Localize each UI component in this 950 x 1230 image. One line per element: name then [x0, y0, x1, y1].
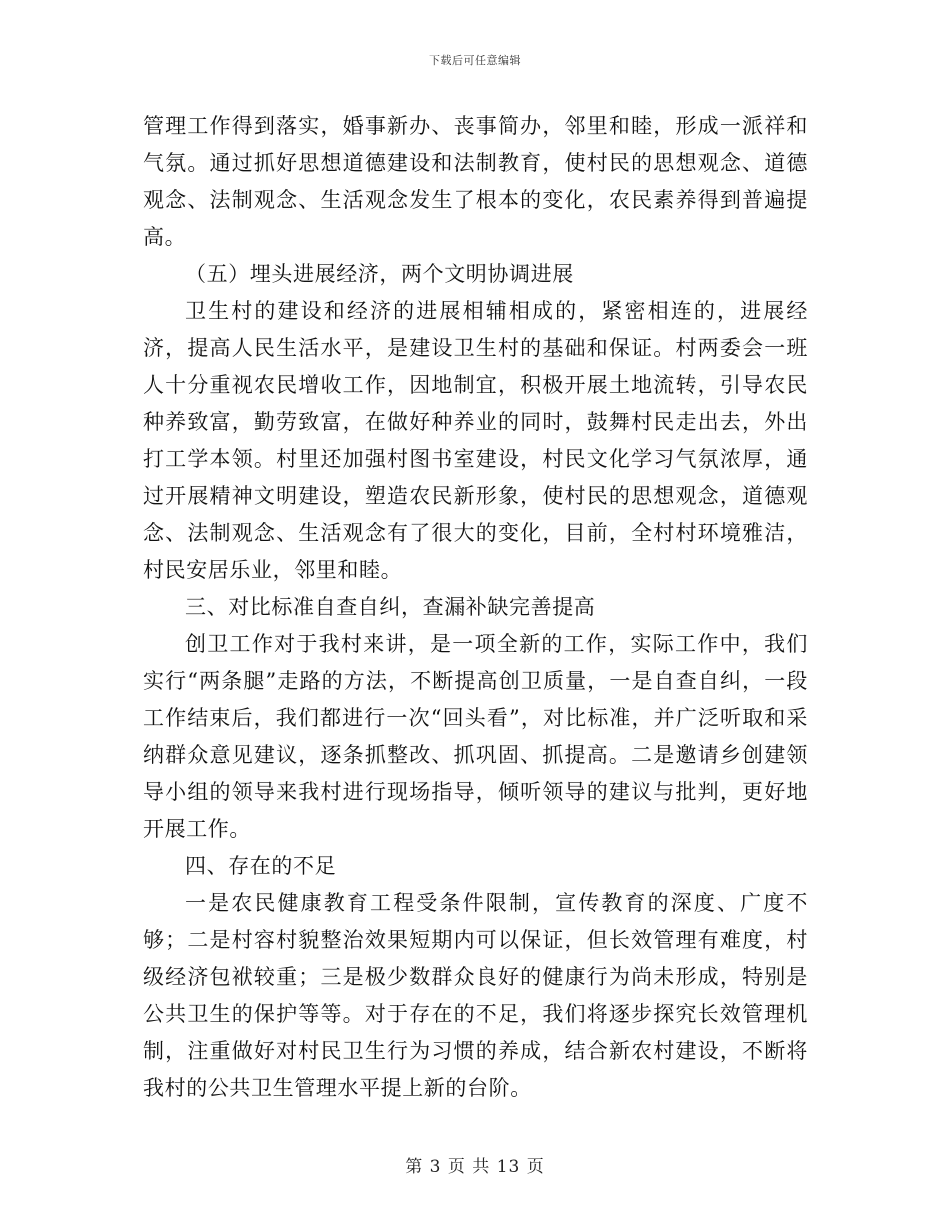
page-header: 下载后可任意编辑: [429, 54, 521, 67]
paragraph-economy: 卫生村的建设和经济的进展相辅相成的，紧密相连的，进展经济，提高人民生活水平，是建设卫生村的基础和保证。村两委会一班人十分重视农民增收工作，因地制宜，积极开展土地流转，引导农民种养致富，勤劳致富，在做好种养业的同时，鼓舞村民走出去，外出打工学本领。村里还加强村图书室建设，村民文化学习气氛浓厚，通过开展精神文明建设，塑造农民新形象，使村民的思想观念，道德观念、法制观念、生活观念有了很大的变化，目前，全村村环境雅洁，村民安居乐业，邻里和睦。: [143, 299, 808, 582]
paragraph-shortcomings: 一是农民健康教育工程受条件限制，宣传教育的深度、广度不够；二是村容村貌整治效果短期内可以保证，但长效管理有难度，村级经济包袱较重；三是极少数群众良好的健康行为尚未形成，特别是公共卫生的保护等等。对于存在的不足，我们将逐步探究长效管理机制，注重做好对村民卫生行为习惯的养成，结合新农村建设，不断将我村的公共卫生管理水平提上新的台阶。: [143, 891, 808, 1100]
section-heading-4: 四、存在的不足: [185, 854, 337, 878]
document-body: [143, 108, 808, 1107]
paragraph-continuation: 管理工作得到落实，婚事新办、丧事简办，邻里和睦，形成一派祥和气氛。通过抓好思想道德建设和法制教育，使村民的思想观念、道德观念、法制观念、生活观念发生了根本的变化，农民素养得到普遍提高。: [143, 114, 808, 249]
section-heading-5: （五）埋头进展经济，两个文明协调进展: [185, 262, 574, 286]
section-heading-3: 三、对比标准自查自纠，查漏补缺完善提高: [185, 595, 596, 619]
page-footer: 第 3 页 共 13 页: [405, 1157, 545, 1177]
paragraph-self-check: 创卫工作对于我村来讲，是一项全新的工作，实际工作中，我们实行“两条腿”走路的方法，不断提高创卫质量，一是自查自纠，一段工作结束后，我们都进行一次“回头看”，对比标准，并广泛听取和采纳群众意见建议，逐条抓整改、抓巩固、抓提高。二是邀请乡创建领导小组的领导来我村进行现场指导，倾听领导的建议与批判，更好地开展工作。: [143, 632, 808, 841]
